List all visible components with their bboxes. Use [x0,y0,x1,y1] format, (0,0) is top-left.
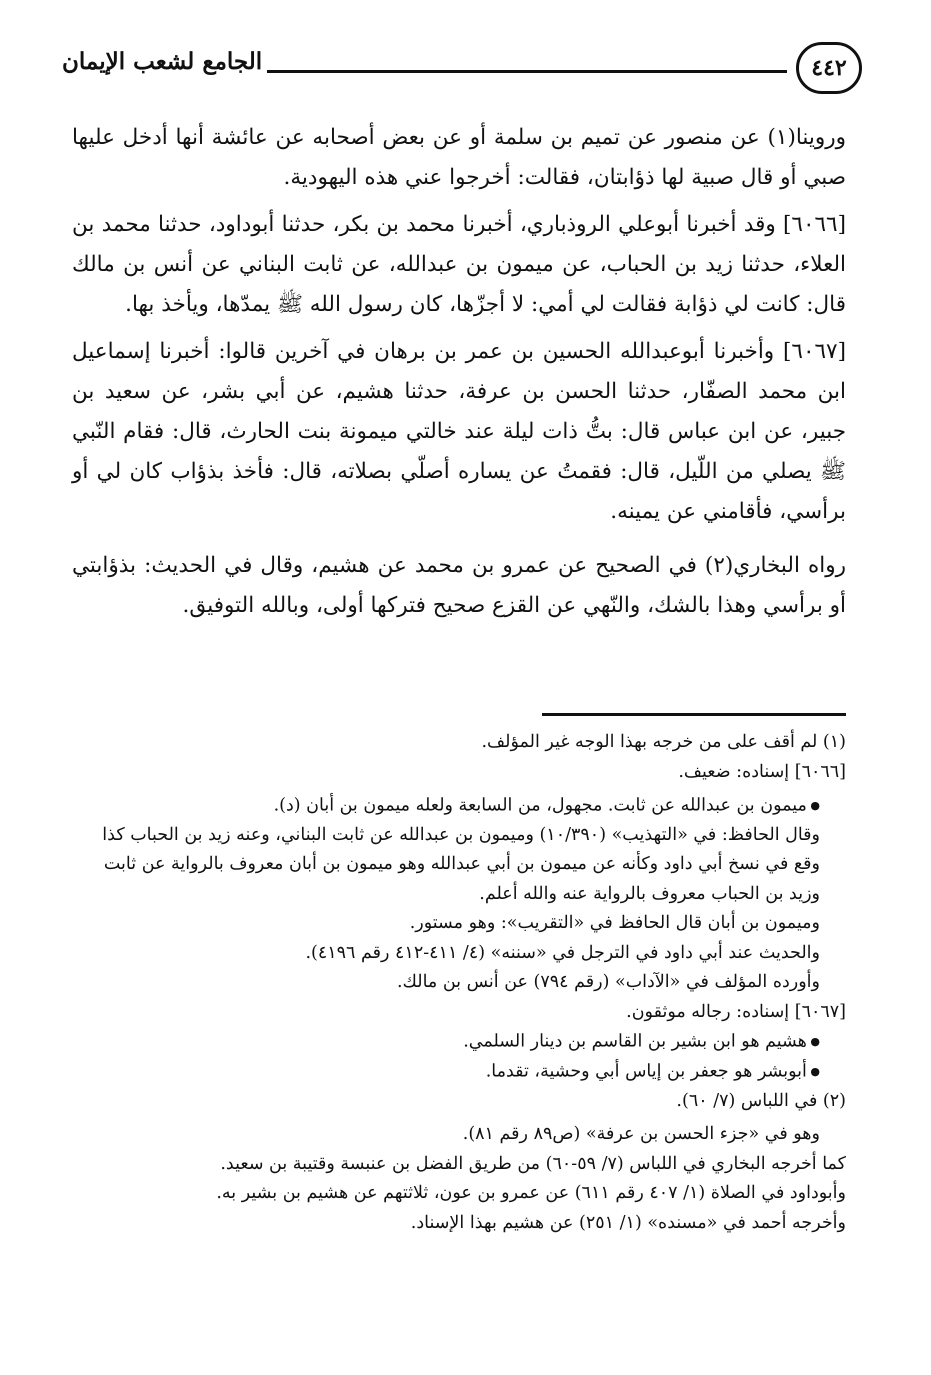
bullet-note: ● أبوبشر هو جعفر بن إياس أبي وحشية، تقدما. [72,1057,846,1087]
footnotes [72,728,846,1238]
bullet-note: ● هشيم هو ابن بشير بن القاسم بن دينار السلمي. [72,1027,846,1057]
running-title: الجامع لشعب الإيمان [62,48,263,75]
footnote-2: (٢) في اللباس (٧/ ٦٠). [676,1090,846,1111]
main-text [72,118,846,626]
note-text: وهو في «جزء الحسن بن عرفة» (ص٨٩ رقم ٨١). [462,1124,820,1145]
note-text: وقال الحافظ: في «التهذيب» (١٠/٣٩٠) وميمون بن عبدالله عن ثابت البناني، وعنه زيد بن الحباب كذا وقع في نسخ أبي داود وكأنه عن ميمون بن أبي عبدالله وهو ميمون بن أبان معروف بالرواية عن ثابت وزيد بن الحباب معروف بالرواية عنه والله أعلم. [102,824,820,904]
paragraph-1: وروينا(١) عن منصور عن تميم بن سلمة أو عن بعض أصحابه عن عائشة أنها أدخل عليها صبي أو قال صبية لها ذؤابتان، فقالت: أخرجوا عني هذه اليهودية. [72,125,846,190]
header-rule [267,70,787,73]
note-text: كما أخرجه البخاري في اللباس (٧/ ٥٩-٦٠) من طريق الفضل بن عنبسة وقتيبة بن سعيد. [220,1153,846,1174]
note-text: وأخرجه أحمد في «مسنده» (١/ ٢٥١) عن هشيم بهذا الإسناد. [410,1212,846,1233]
isnad-6066: [٦٠٦٦] إسناده: ضعيف. [678,761,846,782]
note-text: وميمون بن أبان قال الحافظ في «التقريب»: وهو مستور. [409,913,820,934]
footnote-1: (١) لم أقف على من خرجه بهذا الوجه غير المؤلف. [481,732,846,752]
page-header [62,40,862,96]
bullet-note: ● ميمون بن عبدالله عن ثابت. مجهول، من السابعة ولعله ميمون بن أبان (د). [72,791,846,821]
page-number-badge: ٤٤٢ [796,42,862,94]
note-text: والحديث عند أبي داود في الترجل في «سننه» (٤/ ٤١١-٤١٢ رقم ٤١٩٦). [305,942,820,963]
isnad-6067: [٦٠٦٧] إسناده: رجاله موثقون. [626,1001,846,1022]
hadith-6066: [٦٠٦٦] وقد أخبرنا أبوعلي الروذباري، أخبرنا محمد بن بكر، حدثنا أبوداود، حدثنا محمد بن العلاء، حدثنا زيد بن الحباب، عن ميمون بن عبدالله، عن ثابت البناني عن أنس بن مالك قال: كانت لي ذؤابة فقالت لي أمي: لا أجزّها، كان رسول الله ﷺ يمدّها، ويأخذ بها. [72,212,846,317]
note-text: وأورده المؤلف في «الآداب» (رقم ٧٩٤) عن أنس بن مالك. [396,972,820,993]
hadith-6067: [٦٠٦٧] وأخبرنا أبوعبدالله الحسين بن عمر بن برهان في آخرين قالوا: أخبرنا إسماعيل ابن محمد الصفّار، حدثنا الحسن بن عرفة، حدثنا هشيم، عن أبي بشر، عن سعيد بن جبير، عن ابن عباس قال: بتُّ ذات ليلة عند خالتي ميمونة بنت الحارث، قال: فقام النّبي ﷺ يصلي من اللّيل، قال: فقمتُ عن يساره أصلّي بصلاته، قال: فأخذ بذؤاب كان لي أو برأسي، فأقامني عن يمينه. [72,339,846,524]
paragraph-bukhari: رواه البخاري(٢) في الصحيح عن عمرو بن محمد عن هشيم، وقال في الحديث: بذؤابتي أو برأسي وهذا بالشك، والنّهي عن القزع صحيح فتركها أولى، وبالله التوفيق. [72,553,846,618]
note-text: وأبوداود في الصلاة (١/ ٤٠٧ رقم ٦١١) عن عمرو بن عون، ثلاثتهم عن هشيم بن بشير به. [216,1183,846,1204]
footnote-separator [542,713,846,716]
